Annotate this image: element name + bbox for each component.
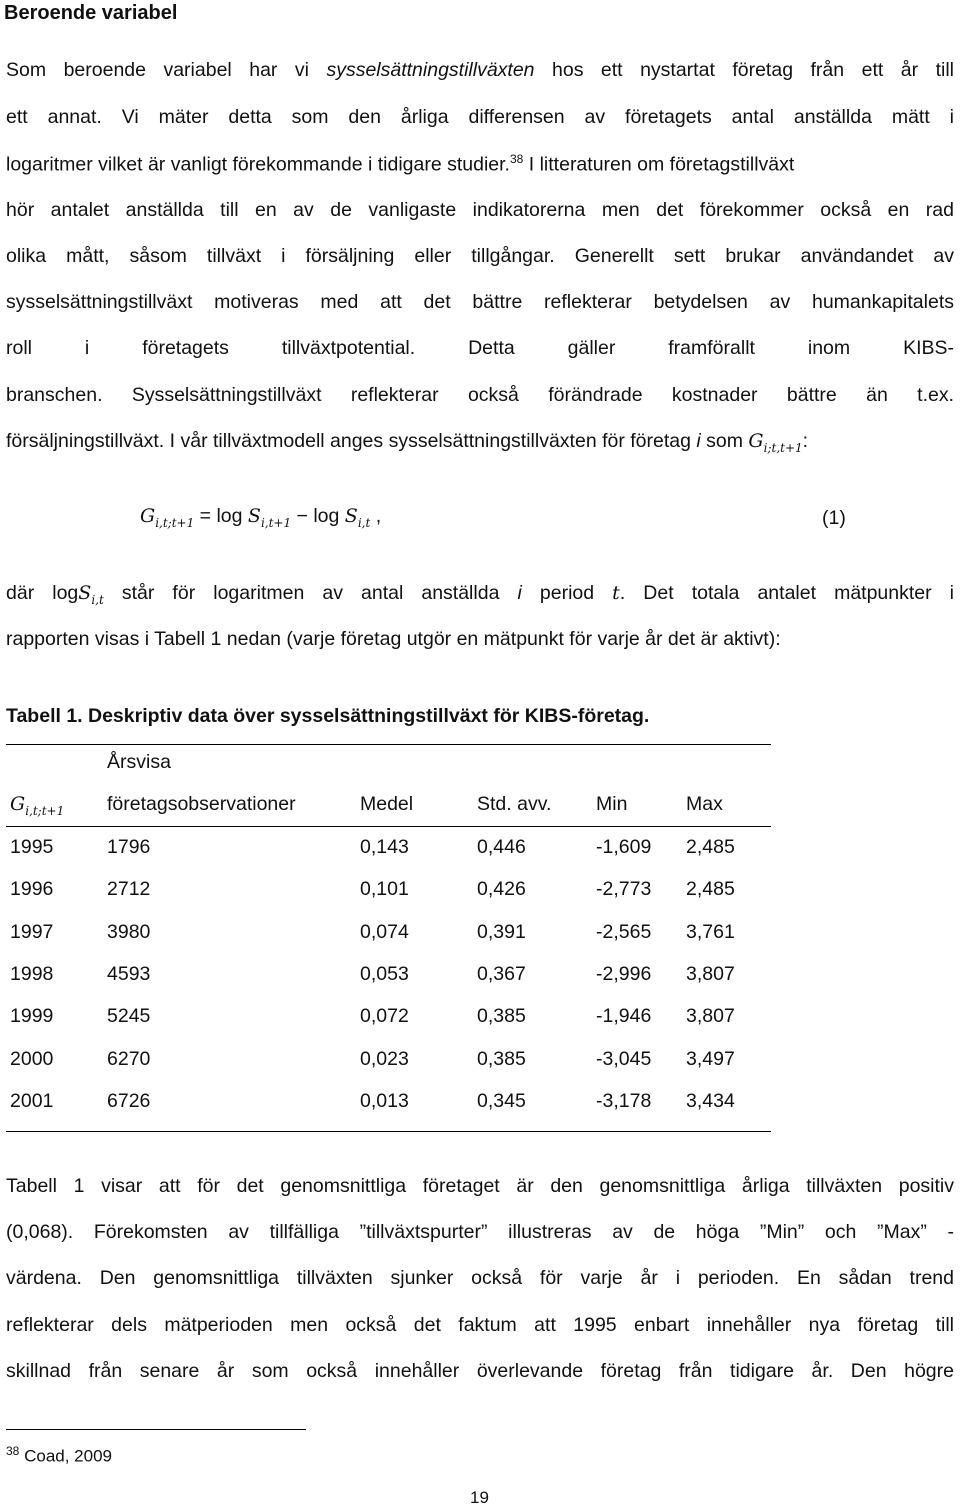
para3-line1: Tabell 1 visar att för det genomsnittliga företaget är den genomsnittliga årliga tillväxten positiv [6,1175,954,1197]
table-header-observations: företagsobservationer [107,793,296,815]
table-cell-std: 0,385 [477,1047,526,1070]
section-heading: Beroende variabel [4,2,178,24]
para1-line9: försäljningstillväxt. I vår tillväxtmodell anges sysselsättningstillväxten för företag i som $G_{i;t,t+1}$: [6,430,809,455]
para1-line2: ett annat. Vi mäter detta som den årliga differensen av företagets antal anställda mätt i [6,106,954,128]
table-header-symbol: $G_{i,t;t+1}$ [10,793,65,818]
table-cell-max: 3,497 [686,1047,735,1070]
table-cell-observations: 1796 [107,836,151,858]
table-cell-year: 2000 [10,1047,54,1070]
table-cell-min: -1,609 [596,836,652,858]
table-cell-observations: 4593 [107,962,151,985]
table-cell-year: 1997 [10,920,54,943]
table-cell-mean: 0,101 [360,878,409,901]
table-cell-std: 0,367 [477,962,526,985]
table-cell-year: 1998 [10,962,54,985]
para3-line5: skillnad från senare år som också innehåller överlevande företag från tidigare år. Den högre [6,1360,954,1382]
para3-line4: reflekterar dels mätperioden men också det faktum att 1995 enbart innehåller nya företag till [6,1314,954,1336]
para1-line5: olika mått, såsom tillväxt i försäljning eller tillgångar. Generellt sett brukar användandet av [6,245,954,267]
table-header-mean: Medel [360,793,414,815]
para1-line1: Som beroende variabel har vi sysselsättningstillväxten hos ett nystartat företag från ett år till [6,59,954,81]
table-bottom-rule [6,1131,771,1132]
para3-line2: (0,068). Förekomsten av tillfälliga ”tillväxtspurter” illustreras av de höga ”Min” och ”Max” - [6,1221,954,1243]
table-cell-min: -2,773 [596,878,652,901]
para2-line1: där logS$_{i,t}$ står för logaritmen av antal anställda i period t. Det totala antalet mätpunkter i [6,582,955,607]
table-cell-std: 0,391 [477,920,526,943]
table-header-std: Std. avv. [477,793,552,815]
table-header-max: Max [686,793,723,815]
footnote-ref: 38 [509,152,524,166]
table-cell-mean: 0,023 [360,1047,409,1070]
table-cell-std: 0,426 [477,878,526,901]
equation: $G_{i,t;t+1} = \log S_{i,t+1} - \log S_{i,t}$ , [140,505,382,530]
table-header-top: Årsvisa [107,751,171,773]
para1-line7: roll i företagets tillväxtpotential. Detta gäller framförallt inom KIBS- [6,337,954,359]
table-cell-max: 3,807 [686,1005,735,1028]
page-number: 19 [470,1488,489,1507]
table-caption: Tabell 1. Deskriptiv data över sysselsättningstillväxt för KIBS-företag. [6,705,650,727]
table-cell-std: 0,446 [477,836,526,858]
table-cell-mean: 0,074 [360,920,409,943]
table-cell-std: 0,385 [477,1005,526,1028]
table-cell-max: 2,485 [686,836,735,858]
footnote: $^{38}$ Coad, 2009 [6,1444,112,1466]
table-cell-min: -3,178 [596,1089,652,1112]
table-cell-observations: 6270 [107,1047,151,1070]
table-cell-year: 1996 [10,878,54,901]
table-cell-year: 1995 [10,836,54,858]
table-header-rule [6,826,771,827]
para1-line8: branschen. Sysselsättningstillväxt reflekterar också förändrade kostnader bättre än t.ex. [6,384,954,406]
equation-number: (1) [822,507,846,529]
table-cell-mean: 0,013 [360,1089,409,1112]
table-top-rule [6,744,771,745]
table-cell-max: 3,807 [686,962,735,985]
table-cell-std: 0,345 [477,1089,526,1112]
table-cell-min: -2,565 [596,920,652,943]
para1-line6: sysselsättningstillväxt motiveras med att det bättre reflekterar betydelsen av humankapitalets [6,291,954,313]
table-cell-min: -3,045 [596,1047,652,1070]
table-cell-max: 3,434 [686,1089,735,1112]
table-header-min: Min [596,793,628,815]
table-cell-mean: 0,143 [360,836,409,858]
table-cell-mean: 0,072 [360,1005,409,1028]
table-cell-mean: 0,053 [360,962,409,985]
table-cell-observations: 3980 [107,920,151,943]
para2-line2: rapporten visas i Tabell 1 nedan (varje företag utgör en mätpunkt för varje år det är aktivt): [6,628,781,650]
table-cell-observations: 6726 [107,1089,151,1112]
table-cell-year: 1999 [10,1005,54,1028]
para1-line4: hör antalet anställda till en av de vanligaste indikatorerna men det förekommer också en rad [6,199,954,221]
footnote-separator [6,1429,306,1430]
table-cell-year: 2001 [10,1089,54,1112]
table-cell-min: -1,946 [596,1005,652,1028]
table-cell-observations: 2712 [107,878,151,901]
para1-line3: logaritmer vilket är vanligt förekommande i tidigare studier.$^{38}$ I litteraturen om företagstillväxt [6,152,795,176]
table-cell-max: 3,761 [686,920,735,943]
table-cell-max: 2,485 [686,878,735,901]
para3-line3: värdena. Den genomsnittliga tillväxten sjunker också för varje år i perioden. En sådan trend [6,1267,954,1289]
growth-symbol: G [748,430,764,452]
table-cell-min: -2,996 [596,962,652,985]
table-cell-observations: 5245 [107,1005,151,1028]
